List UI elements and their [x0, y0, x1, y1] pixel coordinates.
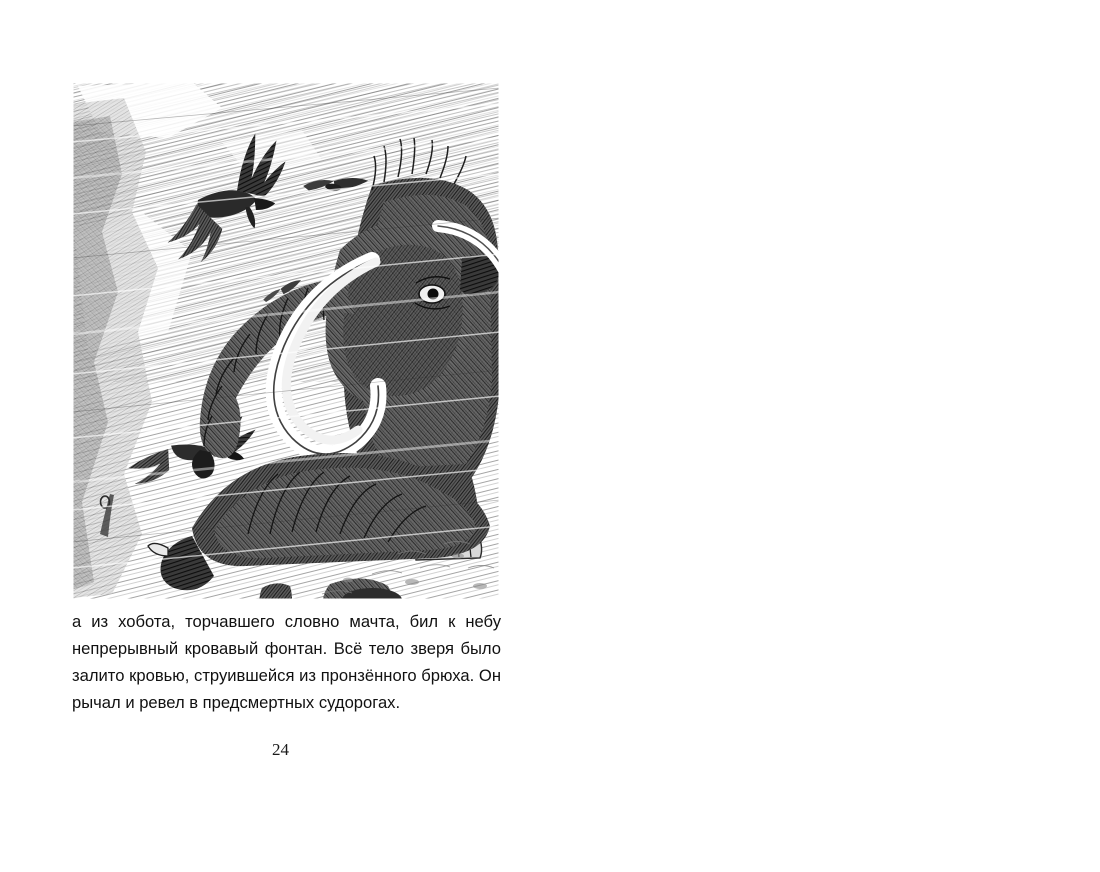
left-page: [0, 0, 550, 825]
right-page: [550, 0, 1100, 825]
mammoth-illustration: [72, 82, 500, 600]
page-number-left: 24: [272, 740, 289, 759]
left-page-body-text: [72, 608, 501, 716]
paragraph: а из хобота, торчавшего словно мачта, бил к небу непрерывный кровавый фонтан. Всё тело зверя было залито кровью, струившейся из пронзённого брюха. Он рычал и ревел в предсмертных судорогах.: [72, 612, 501, 712]
